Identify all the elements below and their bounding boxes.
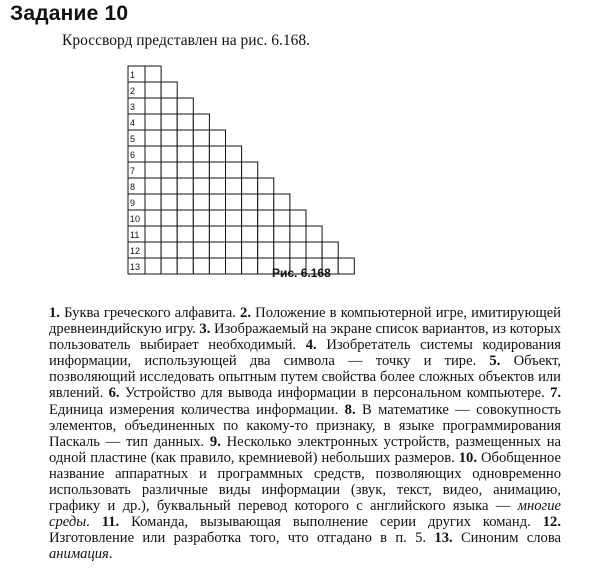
crossword-cell[interactable]	[242, 210, 258, 226]
clue-text: Устройство для вывода информации в персональном компьютере.	[124, 385, 545, 402]
crossword-cell[interactable]	[274, 226, 290, 242]
row-number-label: 5	[130, 134, 136, 144]
crossword-cell[interactable]	[161, 258, 177, 274]
crossword-cell[interactable]	[145, 98, 161, 114]
crossword-cell[interactable]	[209, 146, 225, 162]
clue-text: В математике — совокупность элементов, объединенных по какому-то признаку, в языке программирования Паскаль — тип данных.	[49, 401, 561, 450]
row-number-label: 10	[130, 214, 141, 224]
clue-emphasis: многие среды	[49, 498, 561, 531]
crossword-cell[interactable]	[177, 210, 193, 226]
crossword-cell[interactable]	[209, 130, 225, 146]
crossword-cell[interactable]	[242, 194, 258, 210]
clue-number: 10.	[458, 449, 477, 466]
clue-number: 9.	[209, 433, 221, 450]
crossword-cell[interactable]	[322, 242, 338, 258]
clue-number: 12.	[542, 514, 561, 531]
clue-number: 1.	[49, 305, 60, 321]
task-subtitle: Кроссворд представлен на рис. 6.168.	[62, 32, 310, 49]
clue-text: Синоним слова	[460, 530, 561, 547]
clues-paragraph	[49, 305, 561, 563]
crossword-cell[interactable]	[145, 162, 161, 178]
crossword-cell[interactable]	[274, 210, 290, 226]
clue	[109, 385, 545, 401]
crossword-cell[interactable]	[193, 146, 209, 162]
clue-number: 11.	[101, 514, 120, 531]
clue-punct: .	[108, 546, 113, 563]
crossword-cell[interactable]	[145, 226, 161, 242]
crossword-cell[interactable]	[177, 98, 193, 114]
crossword-cell[interactable]	[177, 146, 193, 162]
clue-number: 13.	[434, 530, 453, 547]
crossword-cell[interactable]	[209, 226, 225, 242]
crossword-cell[interactable]	[193, 226, 209, 242]
clue-text: Несколько электронных устройств, размещенных на одной пластине (как правило, кремниевой) небольших размеров.	[49, 433, 562, 466]
crossword-cell[interactable]	[161, 98, 177, 114]
crossword-cell[interactable]	[161, 82, 177, 98]
crossword-cell[interactable]	[177, 242, 193, 258]
crossword-cell[interactable]	[306, 226, 322, 242]
clue-punct: .	[86, 514, 90, 531]
figure-caption: Рис. 6.168	[272, 266, 331, 280]
crossword-cell[interactable]	[161, 146, 177, 162]
crossword-cell[interactable]	[193, 210, 209, 226]
crossword-cell[interactable]	[177, 258, 193, 274]
crossword-cell[interactable]	[193, 242, 209, 258]
crossword-cell[interactable]	[209, 178, 225, 194]
crossword-cell[interactable]	[290, 242, 306, 258]
clue-number: 6.	[108, 385, 120, 402]
crossword-cell[interactable]	[161, 178, 177, 194]
clue-text: Единица измерения количества информации.	[49, 401, 339, 418]
crossword-cell[interactable]	[258, 226, 274, 242]
clue-number: 8.	[344, 401, 356, 418]
row-number-label: 6	[130, 150, 136, 160]
crossword-cell[interactable]	[226, 242, 242, 258]
crossword-cell[interactable]	[145, 194, 161, 210]
crossword-cell[interactable]	[209, 162, 225, 178]
crossword-cell[interactable]	[177, 194, 193, 210]
crossword-cell[interactable]	[226, 146, 242, 162]
crossword-cell[interactable]	[177, 226, 193, 242]
row-number-label: 7	[130, 166, 136, 176]
row-number-label: 13	[130, 262, 141, 272]
crossword-cell[interactable]	[177, 130, 193, 146]
crossword-cell[interactable]	[161, 130, 177, 146]
row-number-label: 4	[130, 118, 136, 128]
crossword-cell[interactable]	[161, 114, 177, 130]
clue-number: 2.	[240, 305, 251, 321]
crossword-cell[interactable]	[242, 242, 258, 258]
clue-text: Изготовление или разработка того, что отгадано в п. 5.	[49, 530, 427, 547]
crossword-cell[interactable]	[226, 178, 242, 194]
crossword-cell[interactable]	[193, 258, 209, 274]
crossword-cell[interactable]	[226, 162, 242, 178]
crossword-cell[interactable]	[226, 210, 242, 226]
crossword-cell[interactable]	[274, 194, 290, 210]
crossword-cell[interactable]	[242, 162, 258, 178]
crossword-cell[interactable]	[161, 162, 177, 178]
clue-text: Команда, вызывающая выполнение серии других команд.	[131, 514, 531, 531]
clue-text: Объект, позволяющий исследовать опытным путем свойства более сложных объектов или явлений.	[49, 353, 562, 402]
crossword-cell[interactable]	[161, 210, 177, 226]
crossword-cell[interactable]	[145, 146, 161, 162]
clue-text: Изображаемый на экране список вариантов, из которых пользователь выбирает необходимый.	[49, 321, 561, 354]
crossword-cell[interactable]	[226, 194, 242, 210]
row-number-label: 2	[130, 86, 136, 96]
row-number-label: 12	[130, 246, 141, 256]
row-number-label: 8	[130, 182, 136, 192]
crossword-cell[interactable]	[177, 162, 193, 178]
crossword-cell[interactable]	[161, 242, 177, 258]
crossword-cell[interactable]	[145, 178, 161, 194]
crossword-cell[interactable]	[242, 258, 258, 274]
crossword-cell[interactable]	[177, 178, 193, 194]
crossword-cell[interactable]	[209, 258, 225, 274]
crossword-cell[interactable]	[193, 178, 209, 194]
crossword-cell[interactable]	[145, 82, 161, 98]
clue-emphasis: анимация	[49, 546, 109, 563]
crossword-cell[interactable]	[193, 194, 209, 210]
clue-text: Изобретатель системы кодирования информации, использующей два символа — точку и тире.	[49, 337, 561, 370]
crossword-cell[interactable]	[193, 114, 209, 130]
crossword-cell[interactable]	[226, 258, 242, 274]
crossword-cell[interactable]	[161, 194, 177, 210]
task-title: Задание 10	[10, 2, 129, 25]
crossword-cell[interactable]	[145, 242, 161, 258]
crossword-cell[interactable]	[258, 194, 274, 210]
clue	[49, 305, 236, 321]
clue-text: Буква греческого алфавита.	[64, 305, 236, 321]
crossword-cell[interactable]	[193, 162, 209, 178]
crossword-cell[interactable]	[226, 226, 242, 242]
crossword-cell[interactable]	[274, 242, 290, 258]
crossword-cell[interactable]	[338, 258, 354, 274]
crossword-cell[interactable]	[177, 114, 193, 130]
crossword-cell[interactable]	[145, 258, 161, 274]
clue	[102, 514, 531, 530]
clue-text: Положение в компьютерной игре, имитирующей древнеиндийскую игру.	[49, 305, 561, 338]
crossword-cell[interactable]	[145, 114, 161, 130]
crossword-cell[interactable]	[290, 226, 306, 242]
crossword-cell[interactable]	[209, 242, 225, 258]
crossword-cell[interactable]	[242, 226, 258, 242]
clue-number: 7.	[550, 385, 562, 402]
clue-text: Обобщенное название аппаратных и программных средств, позволяющих одновременно использовать различные виды информации (звук, текст, видео, анимацию, графику и др.), буквальный перевод которого с английского языка —	[49, 449, 561, 515]
row-number-label: 9	[130, 198, 136, 208]
crossword-cell[interactable]	[258, 210, 274, 226]
crossword-cell[interactable]	[258, 242, 274, 258]
crossword-cell[interactable]	[209, 210, 225, 226]
crossword-cell[interactable]	[258, 178, 274, 194]
crossword-cell[interactable]	[145, 66, 161, 82]
clue-number: 5.	[489, 353, 501, 370]
row-number-label: 3	[130, 102, 136, 112]
crossword-cell[interactable]	[193, 130, 209, 146]
crossword-cell[interactable]	[242, 178, 258, 194]
row-number-label: 11	[130, 230, 140, 240]
crossword-cell[interactable]	[209, 194, 225, 210]
clue-number: 3.	[199, 321, 211, 338]
crossword-cell[interactable]	[290, 210, 306, 226]
clue-number: 4.	[305, 337, 317, 354]
crossword-cell[interactable]	[145, 210, 161, 226]
crossword-cell[interactable]	[306, 242, 322, 258]
crossword-cell[interactable]	[145, 130, 161, 146]
row-number-label: 1	[130, 70, 136, 80]
crossword-cell[interactable]	[161, 226, 177, 242]
